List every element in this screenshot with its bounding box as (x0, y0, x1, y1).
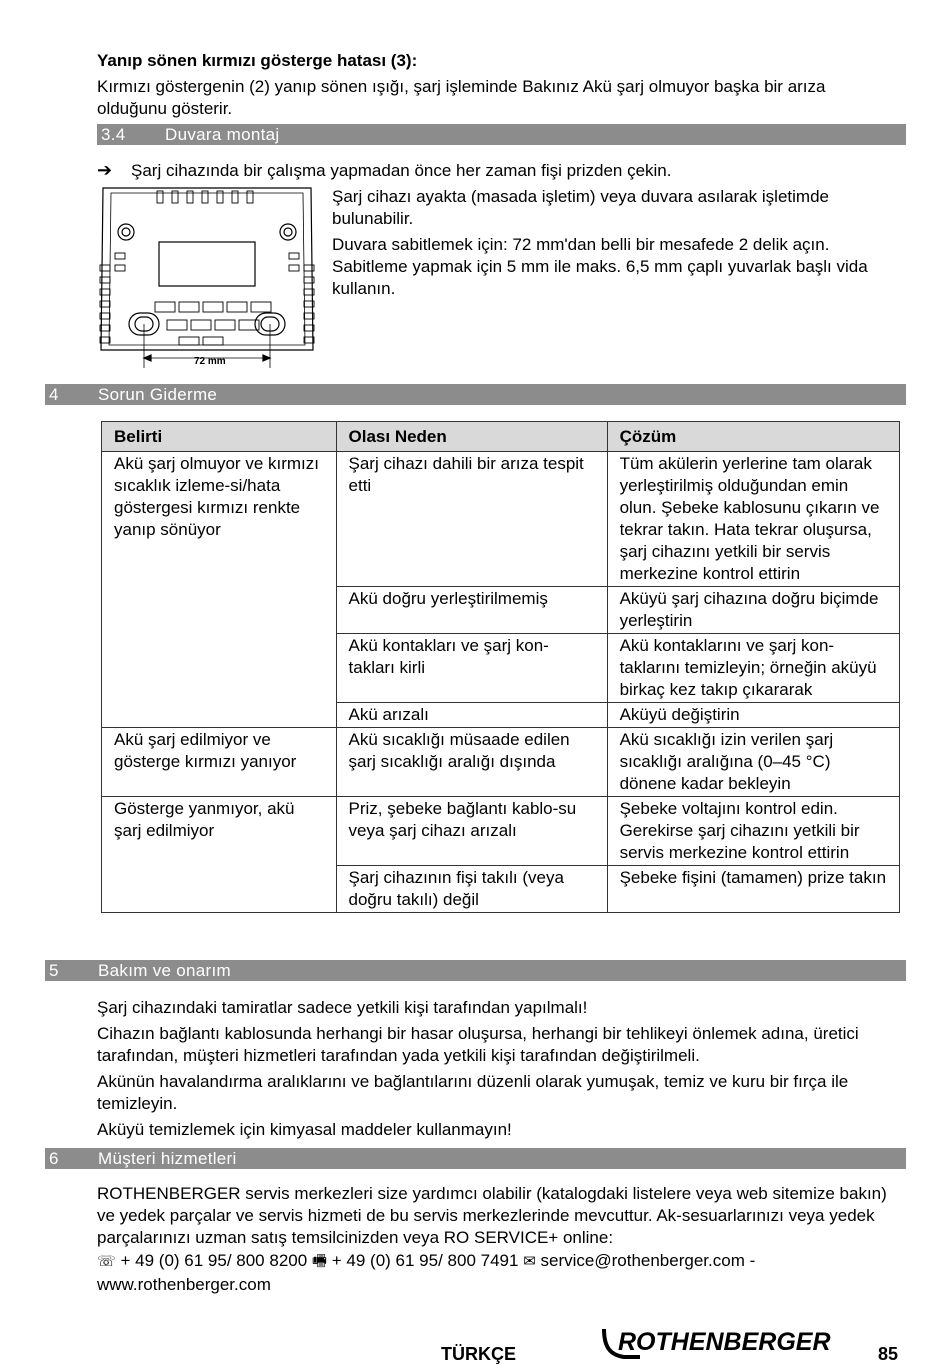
cause-cell: Priz, şebeke bağlantı kablo-su veya şarj cihazı arızalı (336, 797, 607, 866)
solution-cell: Akü sıcaklığı izin verilen şarj sıcaklığı aralığına (0–45 °C) dönene kadar bekleyin (607, 728, 899, 797)
email-address[interactable]: service@rothenberger.com - (540, 1251, 756, 1270)
symptom-cell: Gösterge yanmıyor, akü şarj edilmiyor (102, 797, 337, 913)
section-number: 4 (49, 385, 59, 404)
troubleshooting-table (101, 421, 900, 913)
section-number: 5 (49, 961, 59, 980)
header-symptom: Belirti (102, 422, 337, 452)
phone-icon: ☏ (97, 1253, 116, 1270)
section-bar-4 (45, 384, 906, 405)
table-row (102, 728, 900, 797)
fault-heading: Yanıp sönen kırmızı gösterge hatası (3): (97, 51, 418, 70)
solution-cell: Şebeke voltajını kontrol edin. Gerekirse şarj cihazını yetkili bir servis merkezine kontrol ettirin (607, 797, 899, 866)
cause-cell: Şarj cihazının fişi takılı (veya doğru takılı) değil (336, 866, 607, 913)
website-link[interactable]: www.rothenberger.com (97, 1275, 271, 1294)
table-row (102, 452, 900, 587)
envelope-icon: ✉ (523, 1253, 536, 1270)
right-arrow-icon: ➔ (97, 160, 113, 180)
header-solution: Çözüm (607, 422, 899, 452)
cause-cell: Akü sıcaklığı müsaade edilen şarj sıcaklığı aralığı dışında (336, 728, 607, 797)
solution-cell: Şebeke fişini (tamamen) prize takın (607, 866, 899, 913)
contact-line (97, 1250, 755, 1273)
section-title: Müşteri hizmetleri (98, 1149, 237, 1168)
phone-number: + 49 (0) 61 95/ 800 8200 (120, 1251, 308, 1270)
customer-service-text: ROTHENBERGER servis merkezleri size yardımcı olabilir (katalogdaki listelere veya web sitemize bakın) ve yedek parçalar ve servis hizmeti de bu servis merkezlerinde mevcuttur. Ak-sesuarlarınızı veya yedek parçalarınızı uzman satış temsilcinizden veya RO SERVICE+ online: (97, 1184, 887, 1247)
cause-cell: Akü kontakları ve şarj kon-takları kirli (336, 634, 607, 703)
safety-instruction: Şarj cihazında bir çalışma yapmadan önce her zaman fişi prizden çekin. (131, 161, 672, 180)
solution-cell: Aküyü şarj cihazına doğru biçimde yerleştirin (607, 587, 899, 634)
maintenance-paragraph: Şarj cihazındaki tamiratlar sadece yetkili kişi tarafından yapılmalı! (97, 998, 588, 1017)
cause-cell: Şarj cihazı dahili bir arıza tespit etti (336, 452, 607, 587)
section-bar-3-4 (97, 124, 906, 145)
fax-number: + 49 (0) 61 95/ 800 7491 (331, 1251, 519, 1270)
rothenberger-logo (600, 1325, 860, 1361)
section-bar-6 (45, 1148, 906, 1169)
fax-icon: 🖷 (311, 1253, 328, 1270)
table-header-row (102, 422, 900, 452)
solution-cell: Akü kontaklarını ve şarj kon-taklarını temizleyin; örneğin aküyü birkaç kez takıp çıkararak (607, 634, 899, 703)
dimension-label: 72 mm (194, 356, 226, 367)
solution-cell: Aküyü değiştirin (607, 703, 899, 728)
section-number: 6 (49, 1149, 59, 1168)
footer-language: TÜRKÇE (441, 1344, 516, 1364)
mount-paragraph-1: Şarj cihazı ayakta (masada işletim) veya duvara asılarak işletimde bulunabilir. (332, 187, 829, 228)
cause-cell: Akü doğru yerleştirilmemiş (336, 587, 607, 634)
cause-cell: Akü arızalı (336, 703, 607, 728)
section-title: Sorun Giderme (98, 385, 218, 404)
mount-paragraph-2: Duvara sabitlemek için: 72 mm'dan belli bir mesafede 2 delik açın. Sabitleme yapmak için 5 mm ile maks. 6,5 mm çaplı yuvarlak başlı vida kullanın. (332, 235, 868, 298)
page-number: 85 (878, 1344, 899, 1364)
header-cause: Olası Neden (336, 422, 607, 452)
maintenance-paragraph: Aküyü temizlemek için kimyasal maddeler kullanmayın! (97, 1120, 512, 1139)
fault-text: Kırmızı göstergenin (2) yanıp sönen ışığı, şarj işleminde Bakınız Akü şarj olmuyor başka bir arıza olduğunu gösterir. (97, 77, 826, 118)
maintenance-paragraph: Akünün havalandırma aralıklarını ve bağlantılarını düzenli olarak yumuşak, temiz ve kuru bir fırça ile temizleyin. (97, 1072, 849, 1113)
wall-mount-diagram (97, 185, 319, 368)
section-bar-5 (45, 960, 906, 981)
table-row (102, 797, 900, 866)
section-number: 3.4 (101, 125, 126, 144)
section-title: Bakım ve onarım (98, 961, 231, 980)
section-title: Duvara montaj (165, 125, 280, 144)
maintenance-paragraph: Cihazın bağlantı kablosunda herhangi bir hasar oluşursa, herhangi bir tehlikeyi önlemek adına, üretici tarafından, müşteri hizmetleri tarafından yada yetkili kişi tarafından değiştirilmeli. (97, 1024, 859, 1065)
symptom-cell: Akü şarj edilmiyor ve gösterge kırmızı yanıyor (102, 728, 337, 797)
symptom-cell: Akü şarj olmuyor ve kırmızı sıcaklık izleme-si/hata göstergesi kırmızı renkte yanıp sönüyor (102, 452, 337, 728)
logo-text: ROTHENBERGER (618, 1328, 831, 1356)
solution-cell: Tüm akülerin yerlerine tam olarak yerleştirilmiş olduğundan emin olun. Şebeke kablosunu çıkarın ve tekrar takın. Hata tekrar oluşursa, şarj cihazını yetkili bir servis merkezine kontrol ettirin (607, 452, 899, 587)
